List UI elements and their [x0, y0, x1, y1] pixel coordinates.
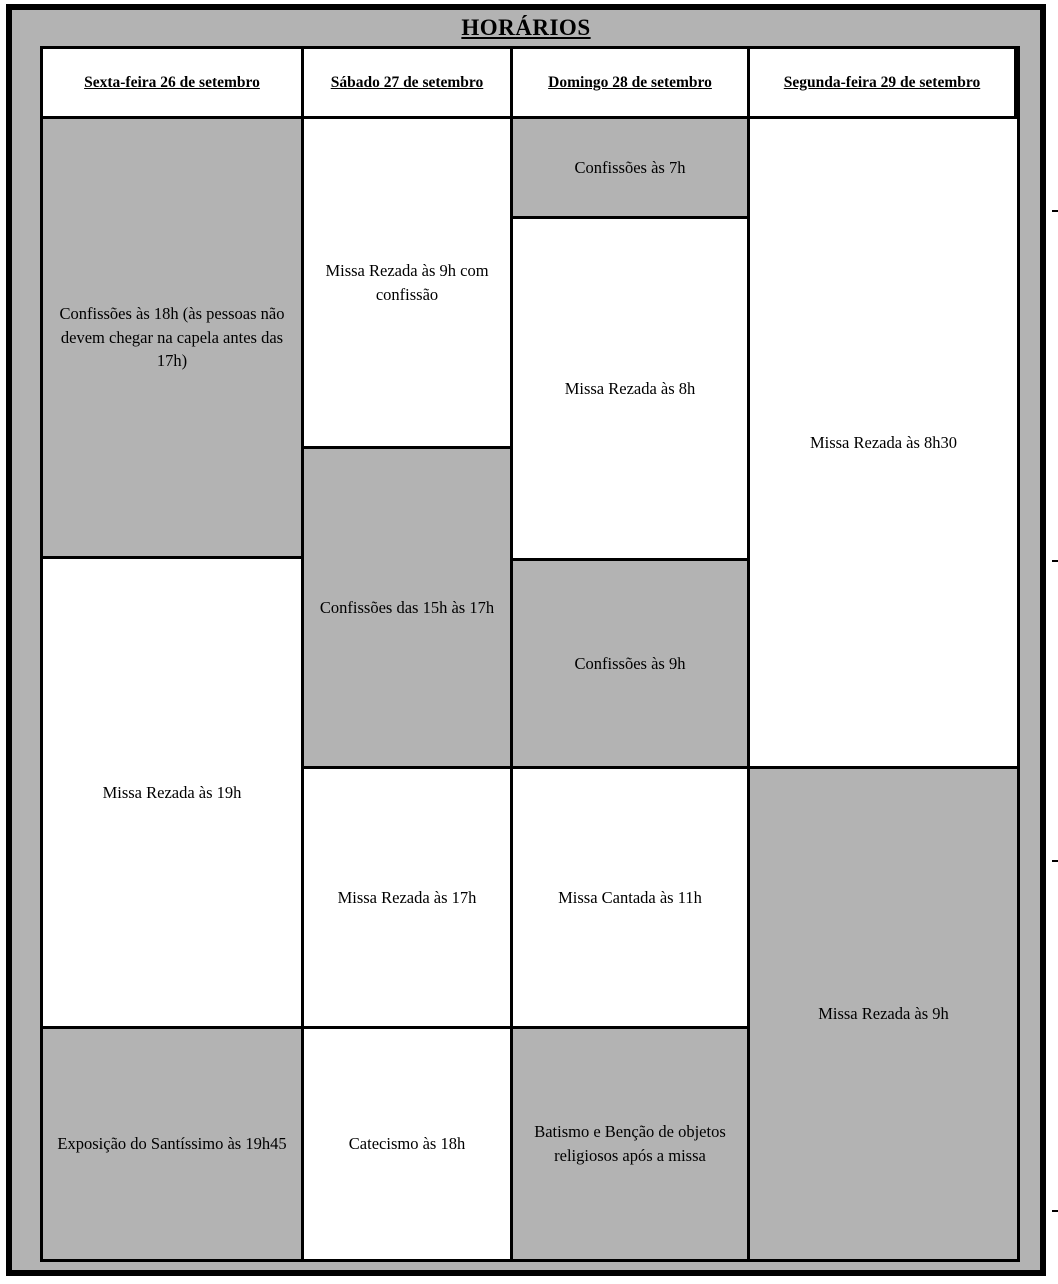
document-title-bar [12, 10, 1040, 46]
column-header-saturday [304, 49, 513, 119]
schedule-cell-text: Missa Rezada às 9h com confissão [325, 260, 489, 304]
schedule-cell [43, 119, 301, 559]
column-header-label: Segunda-feira 29 de setembro [783, 73, 981, 91]
schedule-cell-text: Missa Rezada às 8h [564, 378, 696, 398]
column-header-label: Sexta-feira 26 de setembro [84, 73, 260, 91]
schedule-cell [43, 1029, 301, 1259]
schedule-cell-text: Batismo e Benção de objetos religiosos após a missa [534, 1122, 726, 1165]
schedule-cell [513, 119, 747, 219]
schedule-cell-text: Missa Rezada às 8h30 [809, 432, 958, 452]
schedule-cell-text: Confissões das 15h às 17h [319, 597, 495, 617]
schedule-cell [304, 449, 510, 769]
column-header-sunday [513, 49, 750, 119]
schedule-column-monday [750, 119, 1017, 1259]
schedule-frame [6, 4, 1046, 1276]
schedule-cell [513, 769, 747, 1029]
column-header-label: Sábado 27 de setembro [330, 73, 484, 91]
schedule-cell-text: Confissões às 7h [574, 157, 686, 177]
schedule-column-friday [43, 119, 304, 1259]
schedule-cell [304, 119, 510, 449]
scan-edge-mark [1052, 210, 1058, 212]
schedule-cell [513, 219, 747, 561]
schedule-cell-text: Missa Cantada às 11h [558, 887, 702, 907]
schedule-cell [304, 1029, 510, 1259]
schedule-cell [43, 559, 301, 1029]
schedule-cell-text: Missa Rezada às 19h [102, 782, 242, 802]
scan-edge-mark [1052, 1210, 1058, 1212]
column-header-monday [750, 49, 1017, 119]
schedule-cell-text: Confissões às 18h (às pessoas não devem chegar na capela antes das 17h) [59, 303, 285, 371]
schedule-cell-text: Missa Rezada às 17h [337, 887, 477, 907]
schedule-cell [513, 561, 747, 769]
schedule-cell [750, 119, 1017, 769]
column-header-friday [43, 49, 304, 119]
schedule-table [40, 46, 1020, 1262]
schedule-cell [513, 1029, 747, 1259]
column-header-label: Domingo 28 de setembro [548, 73, 712, 91]
schedule-cell-text: Missa Rezada às 9h [818, 1004, 949, 1024]
page-title: HORÁRIOS [461, 15, 591, 40]
scan-edge-mark [1052, 560, 1058, 562]
schedule-cell-text: Exposição do Santíssimo às 19h45 [57, 1134, 287, 1154]
schedule-cell-text: Confissões às 9h [574, 653, 686, 673]
scan-edge-mark [1052, 860, 1058, 862]
schedule-column-saturday [304, 119, 513, 1259]
schedule-cell [304, 769, 510, 1029]
schedule-cell [750, 769, 1017, 1259]
schedule-cell-text: Catecismo às 18h [348, 1134, 466, 1154]
schedule-column-sunday [513, 119, 750, 1259]
